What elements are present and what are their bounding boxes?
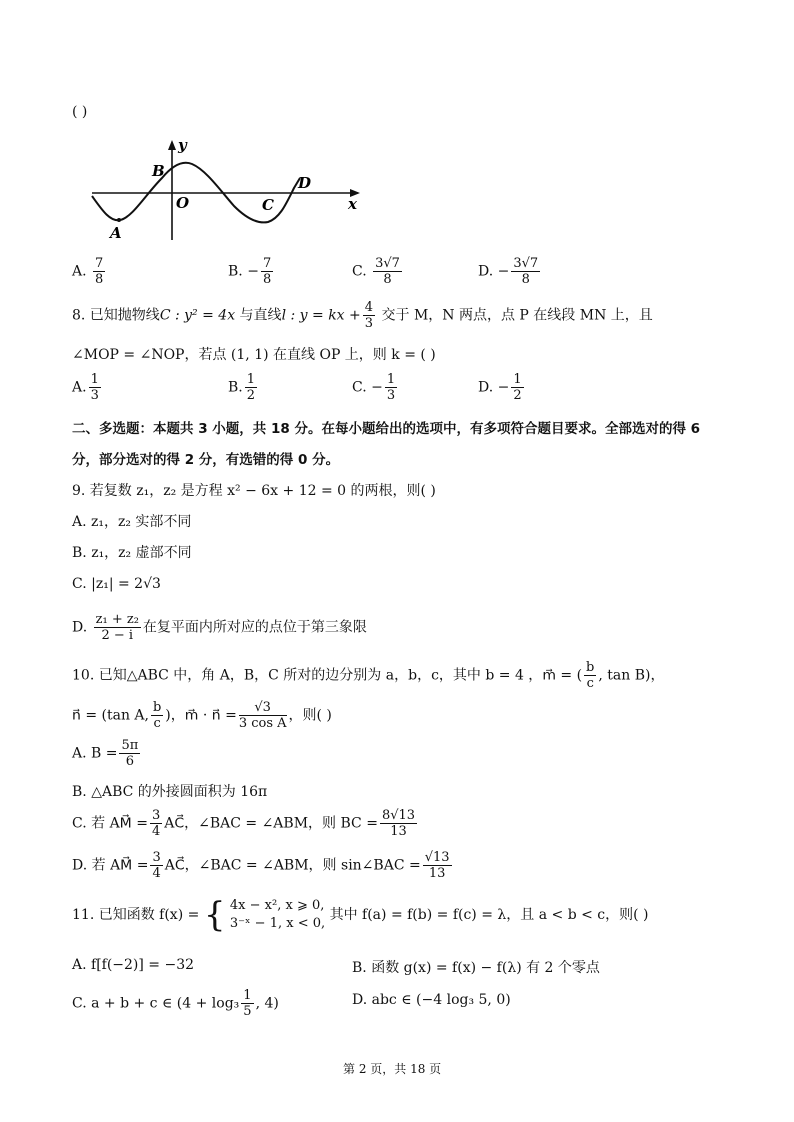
- q10-option-b[interactable]: B. △ABC 的外接圆面积为 16π: [72, 784, 268, 800]
- label-O: O: [176, 194, 190, 212]
- q11-option-a[interactable]: A. f[f(−2)] = −32: [72, 957, 195, 973]
- q11-option-d[interactable]: D. abc ∈ (−4 log₃ 5, 0): [352, 992, 511, 1008]
- label-B: B: [152, 162, 165, 180]
- label-x: x: [348, 195, 357, 213]
- q9-option-a[interactable]: A. z₁，z₂ 实部不同: [72, 514, 192, 530]
- q7-option-b[interactable]: B. − $\frac{7}{8}$: [228, 256, 272, 287]
- q9-option-c[interactable]: C. |z₁| = 2√3: [72, 576, 161, 592]
- page-footer: 第 2 页，共 18 页: [343, 1062, 442, 1076]
- q7-option-a[interactable]: A. $\frac{7}{8}$: [72, 256, 104, 287]
- label-D: D: [298, 174, 312, 192]
- q8-option-d[interactable]: D. − $\frac{1}{2}$: [478, 372, 522, 403]
- section2-heading-line1: 二、多选题：本题共 3 小题，共 18 分。在每小题给出的选项中，有多项符合题目要求。全部选对的得 6: [72, 421, 701, 437]
- q8-stem-line1: 8. 已知抛物线C : y² = 4x 与直线l : y = kx + $\frac{4}{3}$ 交于 M，N 两点，点 P 在线段 MN 上，且: [72, 300, 653, 331]
- label-A: A: [110, 224, 122, 242]
- q10-option-a[interactable]: A. B = $\frac{5\pi}{6}$: [72, 738, 139, 769]
- q11-option-b[interactable]: B. 函数 g(x) = f(x) − f(λ) 有 2 个零点: [352, 960, 600, 976]
- sine-graph-figure: [88, 134, 378, 244]
- q9-stem: 9. 若复数 z₁，z₂ 是方程 x² − 6x + 12 = 0 的两根，则( ): [72, 483, 436, 499]
- label-y: y: [178, 136, 187, 154]
- q9-option-b[interactable]: B. z₁，z₂ 虚部不同: [72, 545, 192, 561]
- q10-option-d[interactable]: D. 若 AM⃗ = $\frac{3}{4}$ AC⃗，∠BAC = ∠ABM，则 sin∠BAC = $\frac{√13}{13}$: [72, 850, 450, 881]
- q8-stem-line2: ∠MOP = ∠NOP，若点 (1, 1) 在直线 OP 上，则 k = ( ): [72, 347, 436, 363]
- label-C: C: [262, 196, 274, 214]
- answer-paren: ( ): [72, 104, 88, 120]
- brace-icon: {: [203, 895, 226, 935]
- q11-stem: 11. 已知函数 f(x) = { 4x − x², x ⩾ 0, 3⁻ˣ − 1, x < 0, 其中 f(a) = f(b) = f(c) = λ，且 a < b < c，则( ): [72, 895, 649, 935]
- y-axis-arrow-icon: [168, 140, 176, 150]
- q10-option-c[interactable]: C. 若 AM⃗ = $\frac{3}{4}$ AC⃗，∠BAC = ∠ABM，则 BC = $\frac{8√13}{13}$: [72, 808, 416, 839]
- point-A: [117, 218, 121, 222]
- piecewise-cases: 4x − x², x ⩾ 0, 3⁻ˣ − 1, x < 0,: [229, 898, 326, 931]
- q7-option-d[interactable]: D. − $\frac{3√7}{8}$: [478, 256, 539, 287]
- section2-heading-line2: 分，部分选对的得 2 分，有选错的得 0 分。: [72, 452, 340, 468]
- q8-option-b[interactable]: B. $\frac{1}{2}$: [228, 372, 256, 403]
- q8-option-a[interactable]: A. $\frac{1}{3}$: [72, 372, 99, 403]
- q10-stem-line1: 10. 已知△ABC 中，角 A，B，C 所对的边分别为 a，b，c，其中 b = 4 ，m⃗ = ( $\frac{b}{c}$ , tan B)，: [72, 660, 665, 691]
- q7-option-c[interactable]: C. $\frac{3√7}{8}$: [352, 256, 400, 287]
- q8-option-c[interactable]: C. − $\frac{1}{3}$: [352, 372, 396, 403]
- q10-stem-line2: n⃗ = (tan A, $\frac{b}{c}$ )，m⃗ · n⃗ = $\frac{√3}{\text{3 cos A}}$ ，则( ): [72, 700, 332, 731]
- q9-option-d[interactable]: D. $\frac{\text{z₁ + z₂}}{2 - i}$ 在复平面内所对应的点位于第三象限: [72, 612, 367, 643]
- q11-option-c[interactable]: C. a + b + c ∈ (4 + log₃ $\frac{1}{5}$ , 4): [72, 988, 279, 1019]
